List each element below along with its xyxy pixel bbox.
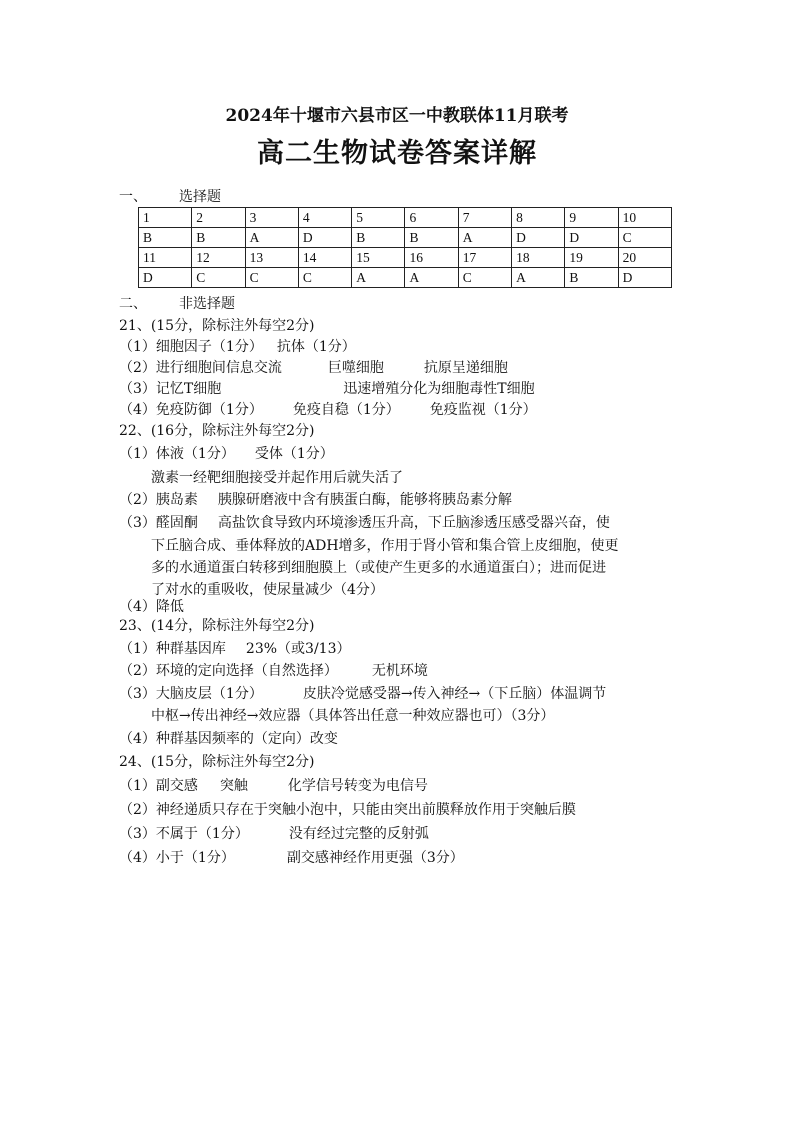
table-row [139,208,672,228]
table-cell: C [192,268,245,288]
answer-part: （3）醛固酮 [119,515,198,531]
answer-part: （1）体液（1分） [119,446,235,462]
table-cell: A [245,228,298,248]
multiple-choice-answer-table [138,207,672,288]
q24-heading: 24、(15分，除标注外每空2分) [119,754,315,770]
q22-heading: 22、(16分，除标注外每空2分) [119,423,315,439]
q22-answer-4: （4）降低 [119,599,184,615]
table-cell: 6 [405,208,458,228]
table-cell: 9 [565,208,618,228]
q21-answer-2 [119,359,508,378]
answer-part: 胰腺研磨液中含有胰蛋白酶，能够将胰岛素分解 [217,492,512,508]
table-cell: D [512,228,565,248]
q21-answer-1 [119,338,356,357]
table-cell: 18 [512,248,565,268]
answer-part: 抗体（1分） [276,339,356,355]
table-cell: C [245,268,298,288]
table-cell: B [139,228,192,248]
table-cell: D [139,268,192,288]
answer-part: （4）小于（1分） [119,850,235,866]
answer-part: （3）记忆T细胞 [119,381,222,397]
answer-part: 无机环境 [371,663,428,679]
table-row [139,228,672,248]
q24-answer-4 [119,849,464,868]
section2-number: 二、 [119,296,147,312]
table-cell: C [458,268,511,288]
q22-answer-3-line4: 了对水的重吸收，使尿量减少（4分） [151,582,384,598]
table-cell: 17 [458,248,511,268]
table-cell: B [192,228,245,248]
answer-part: 没有经过完整的反射弧 [288,826,429,842]
table-cell: D [565,228,618,248]
q22-answer-3-line3: 多的水通道蛋白转移到细胞膜上（或使产生更多的水通道蛋白）；进而促进 [151,560,606,576]
answer-part: 免疫监视（1分） [429,402,537,418]
table-cell: 13 [245,248,298,268]
table-cell: B [405,228,458,248]
table-cell: 4 [298,208,351,228]
q24-answer-2: （2）神经递质只存在于突触小泡中，只能由突出前膜释放作用于突触后膜 [119,802,576,818]
answer-part: （1）副交感 [119,778,198,794]
table-cell: C [618,228,671,248]
q23-answer-2 [119,662,428,681]
answer-part: 免疫自稳（1分） [292,402,400,418]
table-cell: 5 [352,208,405,228]
table-cell: 7 [458,208,511,228]
q22-answer-1 [119,445,334,464]
answer-part: 迅速增殖分化为细胞毒性T细胞 [343,381,535,397]
answer-part: （2）环境的定向选择（自然选择） [119,663,338,679]
q22-answer-1-explanation: 激素一经靶细胞接受并起作用后就失活了 [151,470,403,486]
table-cell: B [352,228,405,248]
section2-title: 非选择题 [179,296,235,312]
table-cell: 14 [298,248,351,268]
exam-title-line2: 高二生物试卷答案详解 [257,138,537,169]
table-cell: B [565,268,618,288]
q23-heading: 23、(14分，除标注外每空2分) [119,618,315,634]
table-cell: A [458,228,511,248]
q22-answer-2 [119,491,512,510]
q22-answer-3 [119,514,610,533]
table-cell: 19 [565,248,618,268]
answer-part: 皮肤冷觉感受器→传入神经→（下丘脑）体温调节 [302,686,607,702]
section1-heading [119,188,221,207]
table-cell: C [298,268,351,288]
table-cell: 12 [192,248,245,268]
answer-part: 副交感神经作用更强（3分） [286,850,464,866]
answer-part: 23%（或3/13） [245,641,351,657]
table-cell: 16 [405,248,458,268]
q22-answer-3-line2: 下丘脑合成、垂体释放的ADH增多，作用于肾小管和集合管上皮细胞，使更 [151,538,619,554]
q21-heading: 21、(15分，除标注外每空2分) [119,318,315,334]
table-cell: A [352,268,405,288]
table-cell: 15 [352,248,405,268]
q23-answer-4: （4）种群基因频率的（定向）改变 [119,731,338,747]
q23-answer-3 [119,685,606,704]
table-cell: 3 [245,208,298,228]
section1-number: 一、 [119,189,147,205]
table-cell: 20 [618,248,671,268]
table-cell: A [405,268,458,288]
table-cell: 1 [139,208,192,228]
q24-answer-3 [119,825,429,844]
exam-title-line1: 2024年十堰市六县市区一中教联体11月联考 [225,106,569,126]
answer-part: （1）细胞因子（1分） [119,339,263,355]
answer-part: 高盐饮食导致内环境渗透压升高，下丘脑渗透压感受器兴奋，使 [217,515,610,531]
q23-answer-3-line2: 中枢→传出神经→效应器（具体答出任意一种效应器也可）（3分） [151,708,555,724]
answer-part: （3）大脑皮层（1分） [119,686,263,702]
answer-part: 突触 [219,778,248,794]
table-cell: A [512,268,565,288]
answer-part: （1）种群基因库 [119,641,226,657]
q21-answer-4 [119,401,537,420]
answer-part: 巨噬细胞 [327,360,384,376]
table-cell: 11 [139,248,192,268]
table-cell: D [298,228,351,248]
table-cell: 8 [512,208,565,228]
answer-part: 受体（1分） [254,446,334,462]
answer-part: （3）不属于（1分） [119,826,249,842]
answer-part: （2）进行细胞间信息交流 [119,360,282,376]
table-cell: 10 [618,208,671,228]
section1-title: 选择题 [179,189,221,205]
answer-part: 化学信号转变为电信号 [287,778,428,794]
table-cell: 2 [192,208,245,228]
q24-answer-1 [119,777,428,796]
answer-part: （4）免疫防御（1分） [119,402,263,418]
q23-answer-1 [119,640,350,659]
table-cell: D [618,268,671,288]
table-row [139,268,672,288]
answer-part: 抗原呈递细胞 [423,360,508,376]
table-row [139,248,672,268]
section2-heading [119,295,235,314]
answer-part: （2）胰岛素 [119,492,198,508]
q21-answer-3 [119,380,535,399]
